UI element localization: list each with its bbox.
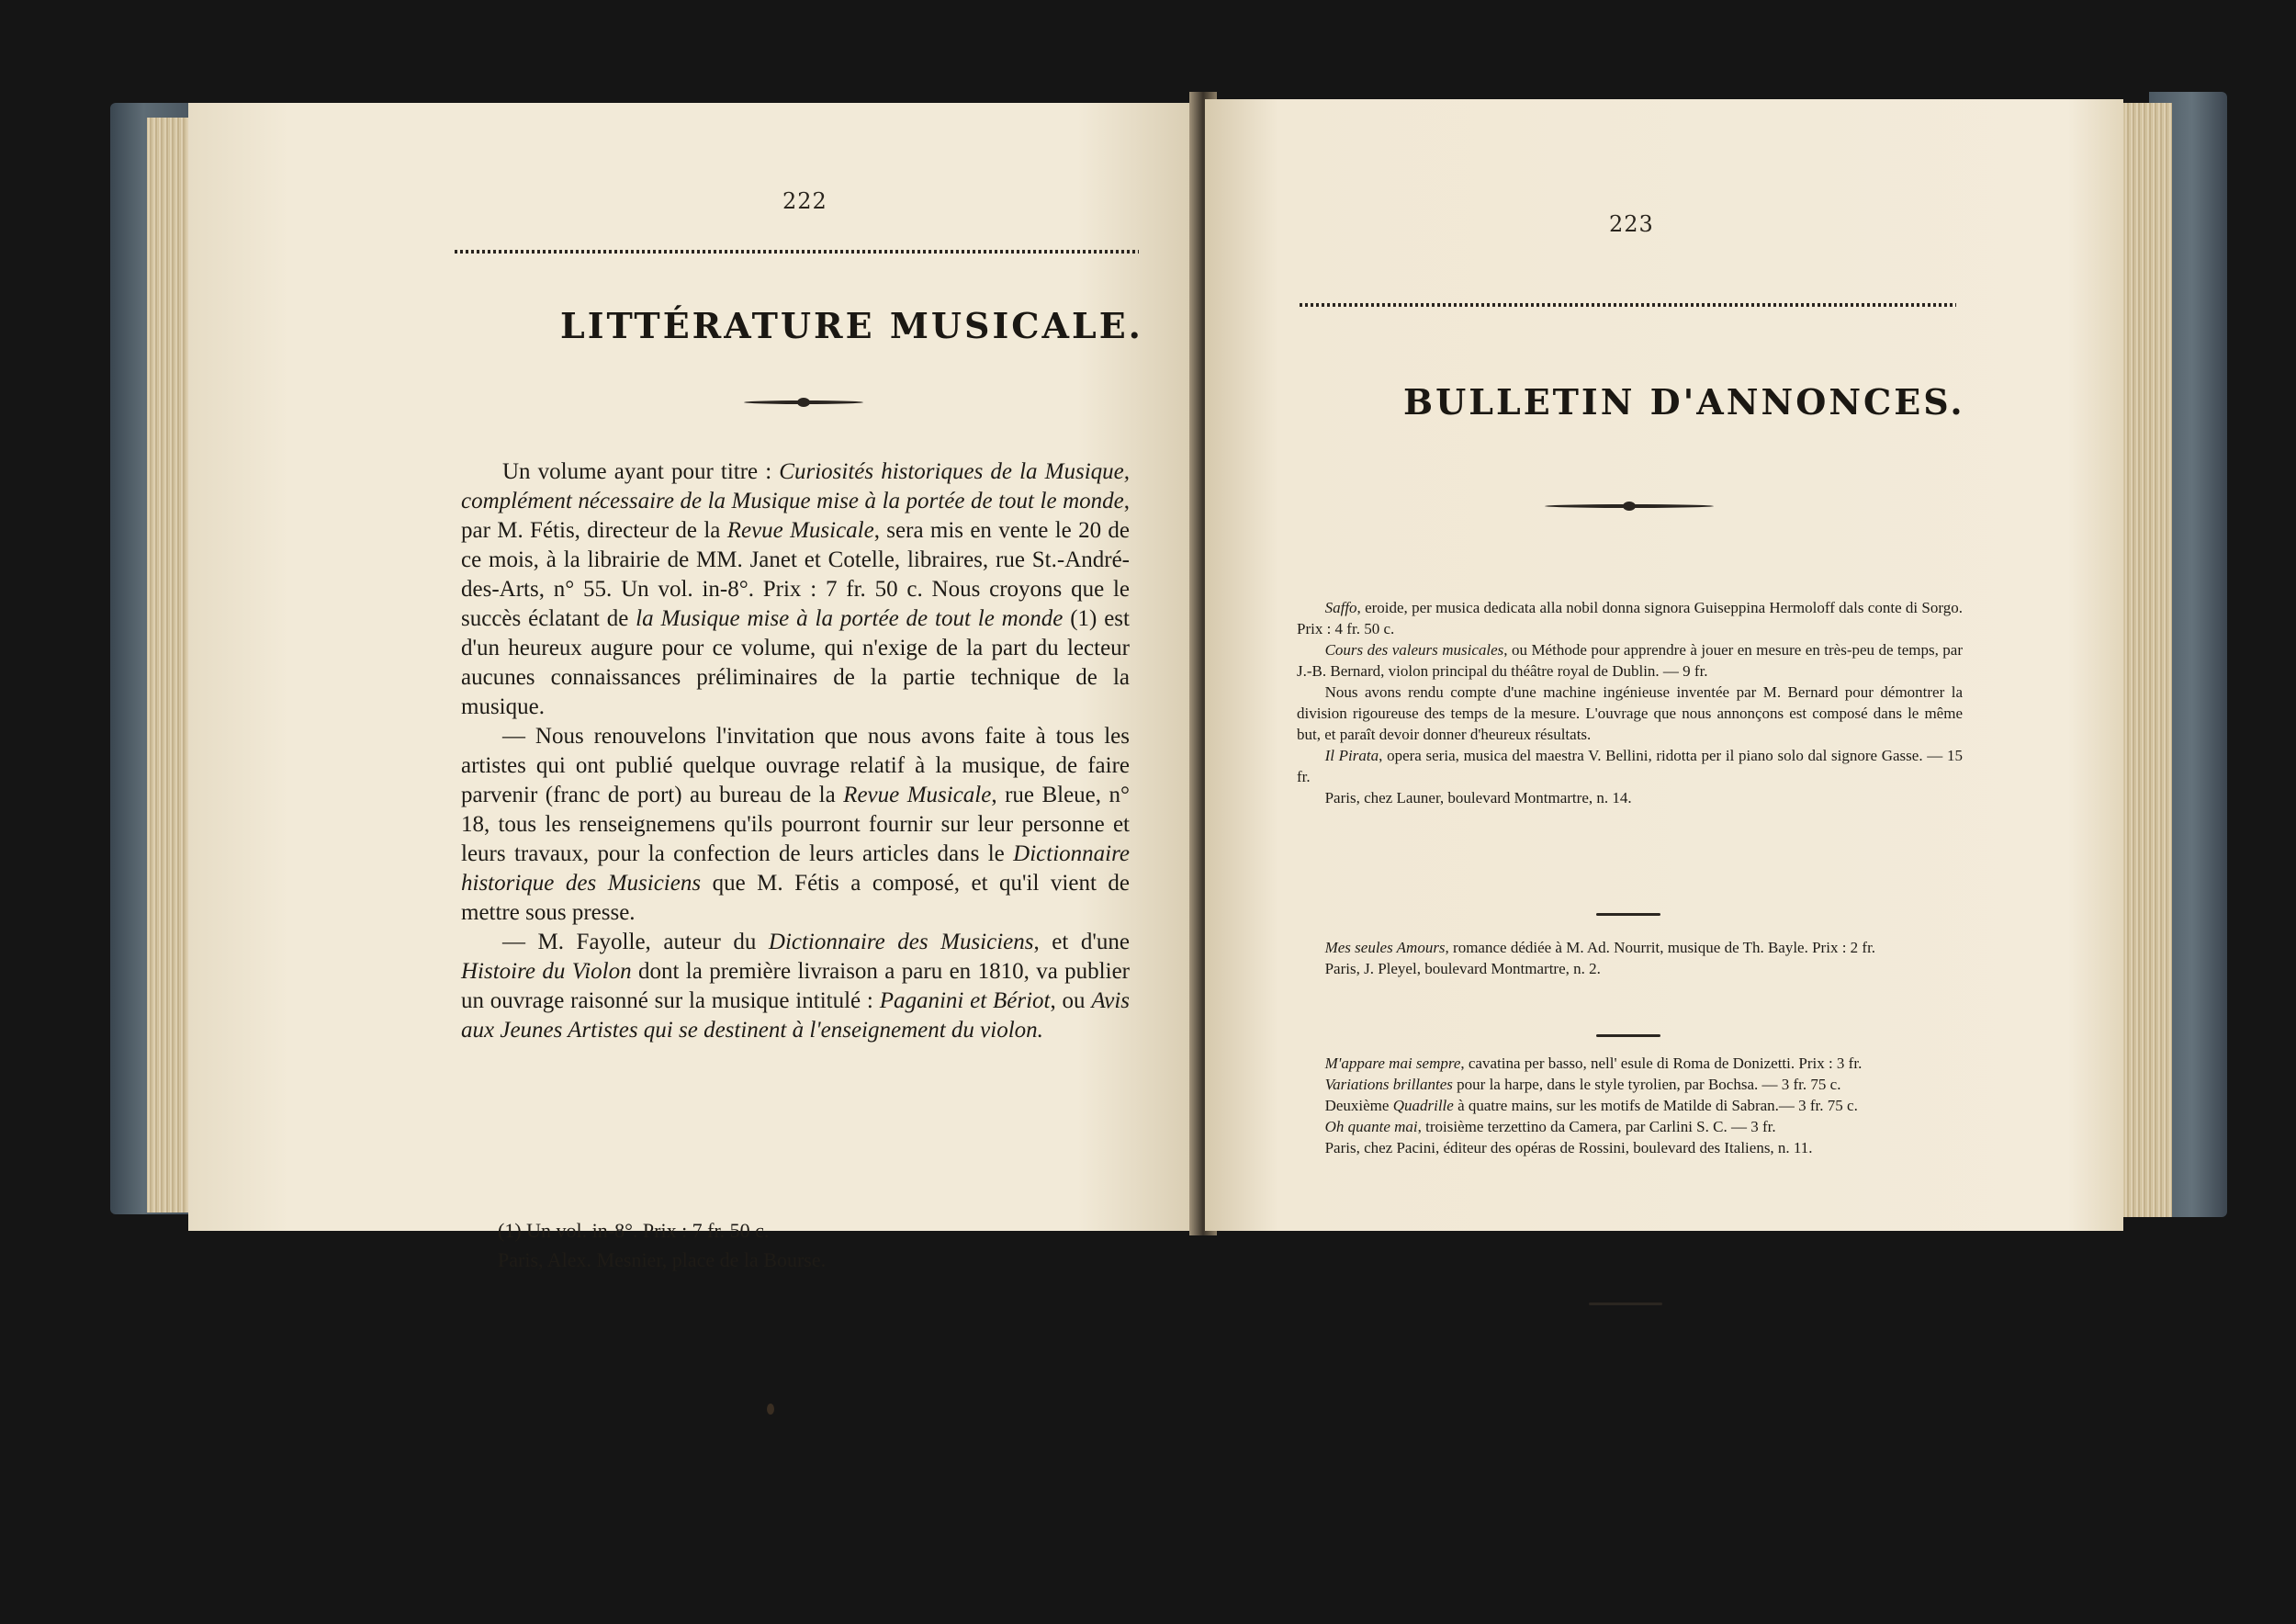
text-run: , ou Méthode pour apprendre à jouer en mesure en très-peu de temps, par J.-B. Bernard, violon principal du théâtre royal de Dublin. — 9 fr. xyxy=(1297,641,1963,680)
end-rule xyxy=(1589,1303,1662,1305)
italic-title-run: Revue Musicale xyxy=(843,783,992,807)
entry-pleyel-address xyxy=(1297,958,1963,979)
text-run: , troisième terzettino da Camera, par Carlini S. C. — 3 fr. xyxy=(1417,1118,1776,1135)
italic-title-run: Saffo xyxy=(1324,599,1357,616)
left-article-body xyxy=(461,457,1130,1045)
text-run: dont la première livraison a paru en 1810, va publier un ouvrage raisonné sur la musique intitulé : xyxy=(461,959,1130,1013)
entry-oh-quante-mai xyxy=(1297,1116,1963,1137)
text-run: à quatre mains, sur les motifs de Matilde di Sabran.— 3 fr. 75 c. xyxy=(1453,1097,1858,1114)
italic-title-run: Quadrille xyxy=(1392,1097,1454,1114)
entry-il-pirata xyxy=(1297,745,1963,787)
text-run: Paris, J. Pleyel, boulevard Montmartre, n. 2. xyxy=(1324,960,1601,977)
left-page-title: LITTÉRATURE MUSICALE. xyxy=(560,305,1143,346)
italic-title-run: Paganini et Bériot xyxy=(879,988,1051,1013)
text-run: Paris, chez Launer, boulevard Montmartre, n. 14. xyxy=(1324,789,1632,806)
text-run: pour la harpe, dans le style tyrolien, par Bochsa. — 3 fr. 75 c. xyxy=(1452,1076,1841,1093)
text-run: , opera seria, musica del maestra V. Bellini, ridotta per il piano solo dal signore Gasse. — 15 fr. xyxy=(1297,747,1963,785)
right-title-ornament xyxy=(1545,504,1714,508)
text-run: , romance dédiée à M. Ad. Nourrit, musique de Th. Bayle. Prix : 2 fr. xyxy=(1445,939,1876,956)
text-run: — Nous renouvelons l'invitation que nous avons faite à tous les artistes qui ont publié quelque ouvrage relatif à la musique, de faire parvenir (franc de port) au bureau de la xyxy=(461,724,1130,807)
italic-title-run: Avis aux Jeunes Artistes qui se destinent à l'enseignement du violon. xyxy=(461,988,1131,1043)
left-footnotes xyxy=(461,1216,1130,1275)
left-page-number: 222 xyxy=(782,188,827,214)
italic-title-run: Cours des valeurs musicales xyxy=(1324,641,1504,659)
italic-title-run: Il Pirata xyxy=(1324,747,1379,764)
paragraph-fayolle xyxy=(461,928,1130,1045)
left-title-ornament xyxy=(744,400,863,404)
entry-quadrille xyxy=(1297,1095,1963,1116)
italic-title-run: la Musique mise à la portée de tout le monde xyxy=(636,606,1064,631)
italic-title-run: M'appare mai sempre xyxy=(1324,1054,1461,1072)
italic-title-run: Curiosités historiques de la Musique, complément nécessaire de la Musique mise à la portée de tout le monde xyxy=(461,459,1130,513)
entry-saffo xyxy=(1297,597,1963,639)
entry-launer-address xyxy=(1297,787,1963,808)
text-run: — M. Fayolle, auteur du xyxy=(502,930,769,954)
italic-title-run: Histoire du Violon xyxy=(461,959,632,984)
text-run: (1) est d'un heureux augure pour ce volume, qui n'exige de la part du lecteur aucunes connaissances préliminaires de la partie technique de la musique. xyxy=(461,606,1130,719)
text-run: , par M. Fétis, directeur de la xyxy=(461,489,1130,543)
separator-rule xyxy=(1596,913,1660,916)
separator-rule xyxy=(1596,1034,1660,1037)
entry-bernard-note xyxy=(1297,682,1963,745)
footnote-address: Paris, Alex. Mesnier, place de la Bourse. xyxy=(498,1248,827,1271)
bulletin-group-3 xyxy=(1297,1053,1963,1158)
italic-title-run: Revue Musicale xyxy=(726,518,874,543)
entry-pacini-address xyxy=(1297,1137,1963,1158)
footnote: (1) Un vol. in-8°. Prix : 7 fr. 50 c. xyxy=(498,1219,770,1242)
text-run: que M. Fétis a composé, et qu'il vient de mettre sous presse. xyxy=(461,871,1130,925)
italic-title-run: Variations brillantes xyxy=(1324,1076,1453,1093)
paragraph-curiosites xyxy=(461,457,1130,722)
text-run: , cavatina per basso, nell' esule di Roma de Donizetti. Prix : 3 fr. xyxy=(1460,1054,1863,1072)
italic-title-run: Dictionnaire des Musiciens xyxy=(768,930,1034,954)
italic-title-run: Oh quante mai xyxy=(1324,1118,1418,1135)
left-header-rule xyxy=(455,250,1139,254)
italic-title-run: Dictionnaire historique des Musiciens xyxy=(461,841,1130,896)
text-run: Deuxième xyxy=(1324,1097,1393,1114)
text-run: , sera mis en vente le 20 de ce mois, à la librairie de MM. Janet et Cotelle, libraires, rue St.-André-des-Arts, n° 55. Un vol. in-8°. Prix : 7 fr. 50 c. Nous croyons que le succès éclatant de xyxy=(461,518,1130,631)
right-header-rule xyxy=(1300,303,1956,307)
bulletin-group-2 xyxy=(1297,937,1963,979)
entry-variations xyxy=(1297,1074,1963,1095)
text-run: Paris, chez Pacini, éditeur des opéras de Rossini, boulevard des Italiens, n. 11. xyxy=(1324,1139,1813,1156)
text-run: , ou xyxy=(1050,988,1092,1013)
page-spot xyxy=(767,1404,774,1415)
entry-mes-seules-amours xyxy=(1297,937,1963,958)
text-run: , eroide, per musica dedicata alla nobil donna signora Guiseppina Hermoloff dals conte di Sorgo. Prix : 4 fr. 50 c. xyxy=(1297,599,1963,637)
text-run: , rue Bleue, n° 18, tous les renseignemens qu'ils pourront fournir sur leur personne et leurs travaux, pour la confection de leurs articles dans le xyxy=(461,783,1130,866)
text-run: , et d'une xyxy=(1033,930,1130,954)
entry-mappare xyxy=(1297,1053,1963,1074)
text-run: Un volume ayant pour titre : xyxy=(502,459,780,484)
text-run: Nous avons rendu compte d'une machine ingénieuse inventée par M. Bernard pour démontrer la division rigoureuse des temps de la mesure. L'ouvrage que nous annonçons est composé dans le même but, et paraît devoir donner d'heureux résultats. xyxy=(1297,683,1963,743)
italic-title-run: Mes seules Amours xyxy=(1324,939,1446,956)
bulletin-group-1 xyxy=(1297,597,1963,808)
right-page-title: BULLETIN D'ANNONCES. xyxy=(1403,381,1965,423)
right-page-number: 223 xyxy=(1609,211,1654,237)
entry-cours-des-valeurs xyxy=(1297,639,1963,682)
paragraph-invitation xyxy=(461,722,1130,928)
